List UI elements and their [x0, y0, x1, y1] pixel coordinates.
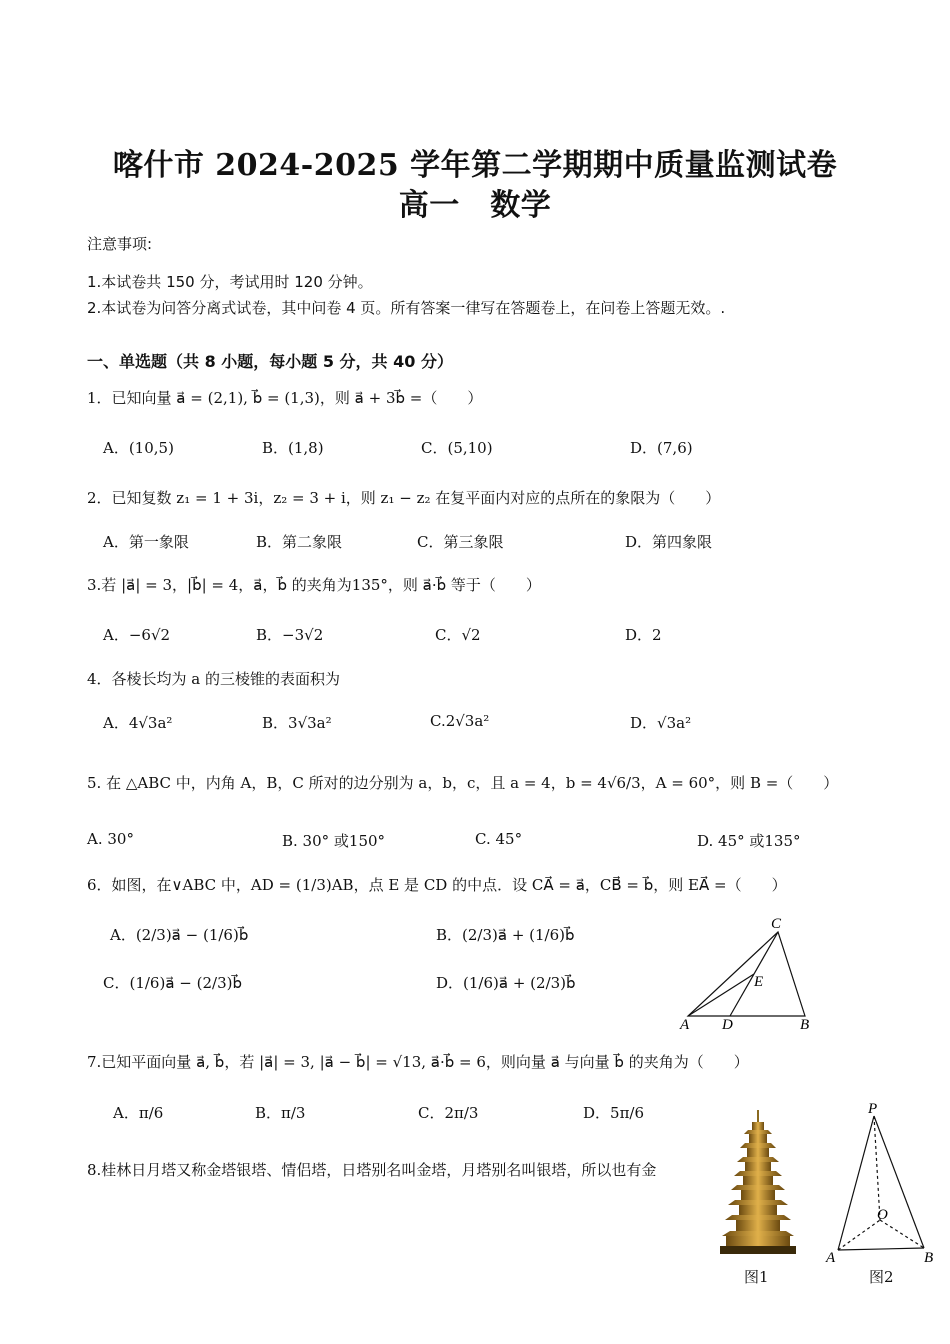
option-a: A．−6√2	[103, 626, 171, 644]
option-d: D. 45° 或135°	[697, 832, 801, 850]
pagoda-photo	[718, 1108, 798, 1260]
option-a: A. 30°	[87, 830, 134, 848]
option-c: C．(1/6)a⃗ − (2/3)b⃗	[103, 974, 242, 992]
option-b: B．−3√2	[256, 626, 324, 644]
option-c: C．第三象限	[417, 533, 504, 551]
label-a: A	[680, 1017, 690, 1033]
question-stem: 7.已知平面向量 a⃗, b⃗，若 |a⃗| = 3, |a⃗ − b⃗| = √13, a⃗·b⃗ = 6，则向量 a⃗ 与向量 b⃗ 的夹角为（ ）	[87, 1053, 749, 1071]
label-a: A	[826, 1250, 836, 1266]
option-b: B．(1,8)	[262, 439, 324, 457]
option-a: A．第一象限	[103, 533, 189, 551]
label-e: E	[754, 974, 764, 990]
option-c: C．(5,10)	[421, 439, 493, 457]
label-b: B	[924, 1250, 934, 1266]
option-a: A．(10,5)	[103, 439, 174, 457]
option-b: B．π/3	[255, 1104, 306, 1122]
option-c: C．√2	[435, 626, 481, 644]
option-d: D．(7,6)	[630, 439, 693, 457]
triangle-figure	[670, 912, 820, 1034]
option-d: D．(1/6)a⃗ + (2/3)b⃗	[436, 974, 576, 992]
option-d: D．第四象限	[625, 533, 713, 551]
exam-subtitle: 高一 数学	[398, 188, 552, 223]
label-p: P	[868, 1101, 878, 1117]
figure-caption: 图2	[869, 1268, 894, 1286]
note-item: 1.本试卷共 150 分，考试用时 120 分钟。	[87, 273, 373, 291]
option-b: B. 30° 或150°	[282, 832, 386, 850]
option-b: B．3√3a²	[262, 714, 332, 732]
notes-heading: 注意事项:	[87, 235, 153, 253]
question-stem: 2．已知复数 z₁ = 1 + 3i，z₂ = 3 + i，则 z₁ − z₂ 在复平面内对应的点所在的象限为（ ）	[87, 489, 721, 507]
note-item: 2.本试卷为问答分离式试卷，其中问卷 4 页。所有答案一律写在答题卷上，在问卷上答题无效。.	[87, 299, 726, 317]
question-stem: 8.桂林日月塔又称金塔银塔、情侣塔，日塔别名叫金塔，月塔别名叫银塔，所以也有金	[87, 1161, 657, 1179]
exam-title: 喀什市 2024-2025 学年第二学期期中质量监测试卷	[112, 148, 838, 183]
option-c: C．2π/3	[418, 1104, 479, 1122]
option-d: D．√3a²	[630, 714, 692, 732]
label-o: O	[877, 1207, 888, 1223]
option-c: C. 45°	[475, 830, 523, 848]
pyramid-figure	[822, 1098, 938, 1266]
question-stem: 3.若 |a⃗| = 3，|b⃗| = 4，a⃗，b⃗ 的夹角为135°，则 a⃗·b⃗ 等于（ ）	[87, 576, 541, 594]
option-c: C.2√3a²	[430, 712, 490, 730]
question-stem: 5. 在 △ABC 中，内角 A，B，C 所对的边分别为 a，b，c，且 a = 4，b = 4√6/3，A = 60°，则 B =（ ）	[87, 774, 839, 792]
option-b: B．第二象限	[256, 533, 343, 551]
question-stem: 1．已知向量 a⃗ = (2,1), b⃗ = (1,3)，则 a⃗ + 3b⃗ =（ ）	[87, 389, 483, 407]
option-a: A．π/6	[113, 1104, 164, 1122]
option-d: D．5π/6	[583, 1104, 645, 1122]
option-b: B．(2/3)a⃗ + (1/6)b⃗	[436, 926, 575, 944]
option-a: A．(2/3)a⃗ − (1/6)b⃗	[110, 926, 249, 944]
question-stem: 4．各棱长均为 a 的三棱锥的表面积为	[87, 670, 341, 688]
label-d: D	[722, 1017, 733, 1033]
section-title: 一、单选题（共 8 小题，每小题 5 分，共 40 分）	[87, 352, 453, 371]
label-c: C	[771, 916, 782, 932]
option-d: D．2	[625, 626, 662, 644]
question-stem: 6．如图，在∨ABC 中，AD = (1/3)AB，点 E 是 CD 的中点．设 CA⃗ = a⃗，CB⃗ = b⃗，则 EA⃗ =（ ）	[87, 876, 787, 894]
option-a: A．4√3a²	[103, 714, 173, 732]
label-b: B	[800, 1017, 810, 1033]
figure-caption: 图1	[744, 1268, 769, 1286]
